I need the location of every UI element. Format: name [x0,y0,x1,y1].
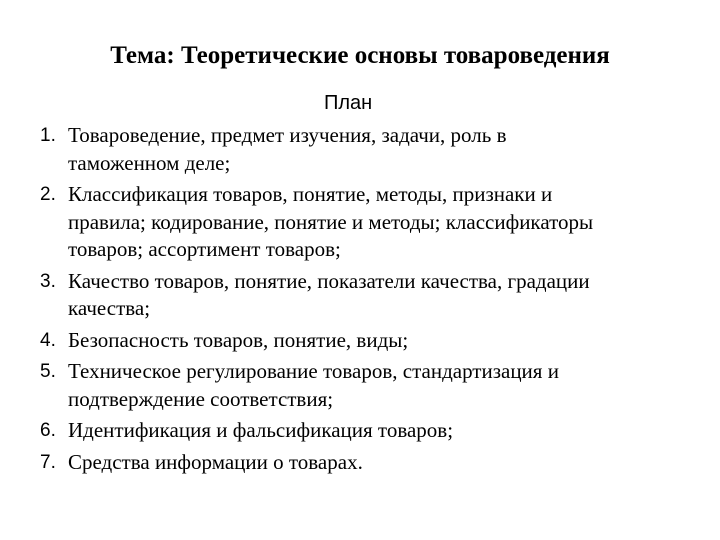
plan-item-5 [40,358,690,413]
item-number: 7. [40,451,56,473]
plan-item-4 [40,327,690,355]
item-number: 2. [40,184,56,205]
item-text: Классификация товаров, понятие, методы, признаки и правила; кодирование, понятие и методы; классификаторы товаров; ассортимент товаров; [68,182,594,261]
slide-title: Тема: Теоретические основы товароведения [110,42,610,69]
item-number: 6. [40,420,56,441]
item-number: 1. [40,125,56,146]
item-text: Средства информации о товарах. [68,449,363,474]
plan-list [40,122,690,480]
item-text: Техническое регулирование товаров, стандартизация и подтверждение соответствия; [68,359,559,411]
plan-heading: План [324,92,373,114]
item-text: Качество товаров, понятие, показатели качества, градации качества; [68,268,590,320]
plan-item-7 [40,449,690,477]
item-number: 5. [40,361,56,382]
plan-item-2 [40,181,690,264]
item-text: Товароведение, предмет изучения, задачи, роль в таможенном деле; [68,123,507,175]
plan-item-1 [40,122,690,177]
plan-item-3 [40,268,690,323]
item-number: 4. [40,329,56,351]
item-text: Идентификация и фальсификация товаров; [68,418,454,442]
item-number: 3. [40,270,56,292]
item-text: Безопасность товаров, понятие, виды; [68,327,409,352]
plan-item-6 [40,417,690,445]
